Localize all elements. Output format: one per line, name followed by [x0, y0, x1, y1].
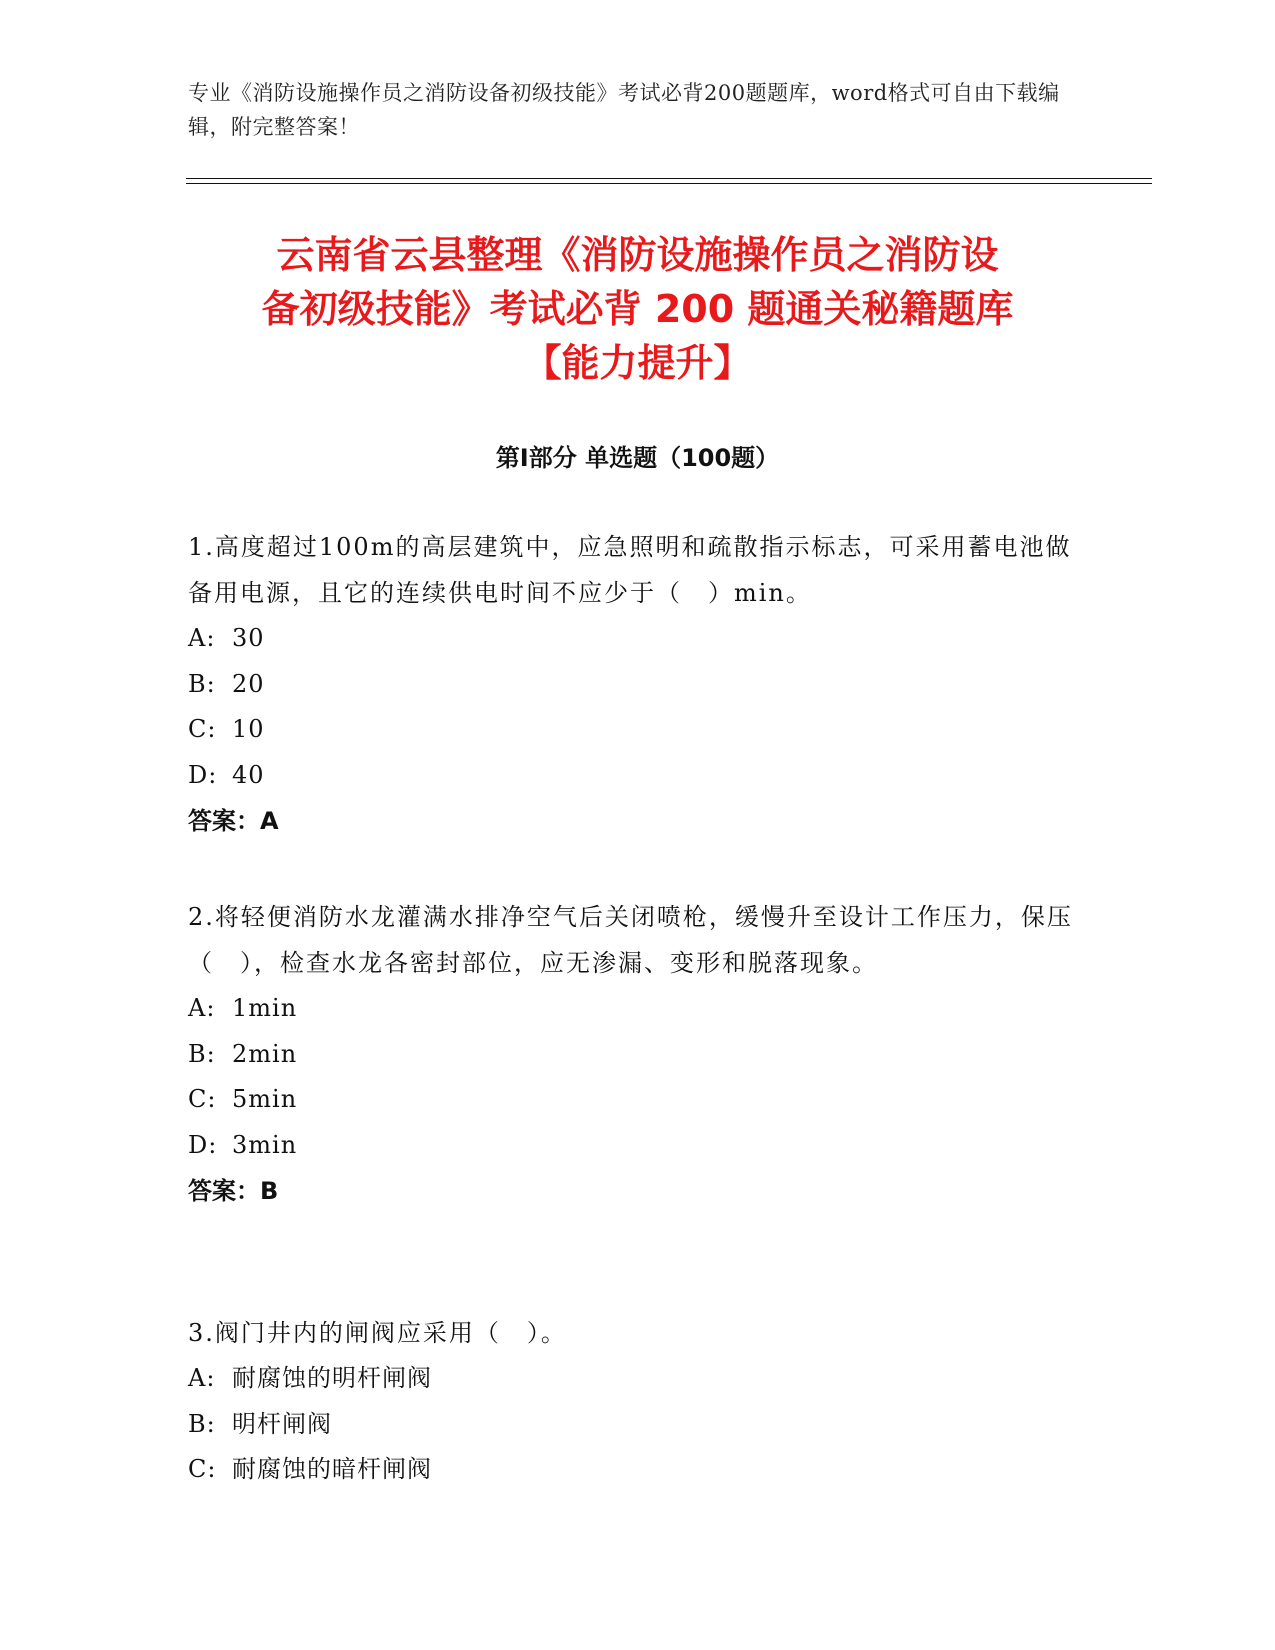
option-text: 明杆闸阀 — [232, 1409, 332, 1438]
section-title: 第Ⅰ部分 单选题（100题） — [495, 444, 780, 472]
answer-line: 答案：B — [188, 1177, 279, 1205]
option-b — [188, 1402, 1078, 1448]
option-text: 2min — [232, 1039, 298, 1068]
option-label: C: — [188, 715, 217, 743]
option-text: 20 — [232, 669, 265, 698]
option-b — [188, 662, 1078, 708]
question-1 — [188, 524, 1078, 844]
title-line: 云南省云县整理《消防设施操作员之消防设 — [276, 233, 999, 277]
option-label: A: — [188, 624, 216, 652]
question-2 — [188, 894, 1078, 1214]
option-b — [188, 1032, 1078, 1078]
option-d — [188, 753, 1078, 799]
option-text: 40 — [232, 760, 265, 789]
header-note: 专业《消防设施操作员之消防设备初级技能》考试必背200题题库，word格式可自由下载编辑，附完整答案！ — [188, 81, 1060, 139]
option-label: B: — [188, 1039, 216, 1068]
option-text: 10 — [232, 715, 265, 743]
question-stem: 3.阀门井内的闸阀应采用（ ）。 — [188, 1319, 567, 1347]
option-a — [188, 1356, 1078, 1402]
option-label: D: — [188, 1130, 218, 1159]
option-c — [188, 1077, 1078, 1123]
option-label: C: — [188, 1455, 217, 1483]
option-text: 30 — [232, 624, 265, 652]
option-text: 5min — [232, 1085, 298, 1113]
question-3 — [188, 1310, 1078, 1493]
option-text: 3min — [232, 1130, 298, 1159]
answer-line: 答案：A — [188, 807, 279, 835]
option-text: 耐腐蚀的暗杆闸阀 — [232, 1455, 432, 1483]
option-c — [188, 707, 1078, 753]
option-label: A: — [188, 994, 216, 1022]
option-text: 耐腐蚀的明杆闸阀 — [232, 1364, 432, 1392]
option-label: B: — [188, 1409, 216, 1438]
option-label: A: — [188, 1364, 216, 1392]
question-stem: 2.将轻便消防水龙灌满水排净空气后关闭喷枪，缓慢升至设计工作压力，保压（ ），检查水龙各密封部位，应无渗漏、变形和脱落现象。 — [188, 903, 1073, 977]
option-text: 1min — [232, 994, 298, 1022]
question-stem: 1.高度超过100m的高层建筑中，应急照明和疏散指示标志，可采用蓄电池做备用电源，且它的连续供电时间不应少于（ ）min。 — [188, 533, 1072, 607]
option-a — [188, 986, 1078, 1032]
header-divider-top — [186, 178, 1152, 179]
title-line: 【能力提升】 — [523, 341, 752, 385]
option-a — [188, 616, 1078, 662]
option-c — [188, 1447, 1078, 1493]
option-label: D: — [188, 760, 218, 789]
title-line: 备初级技能》考试必背 200 题通关秘籍题库 — [261, 287, 1014, 331]
option-label: C: — [188, 1085, 217, 1113]
document-title — [160, 228, 1115, 390]
option-label: B: — [188, 669, 216, 698]
option-d — [188, 1123, 1078, 1169]
header-divider-bottom — [186, 183, 1152, 184]
